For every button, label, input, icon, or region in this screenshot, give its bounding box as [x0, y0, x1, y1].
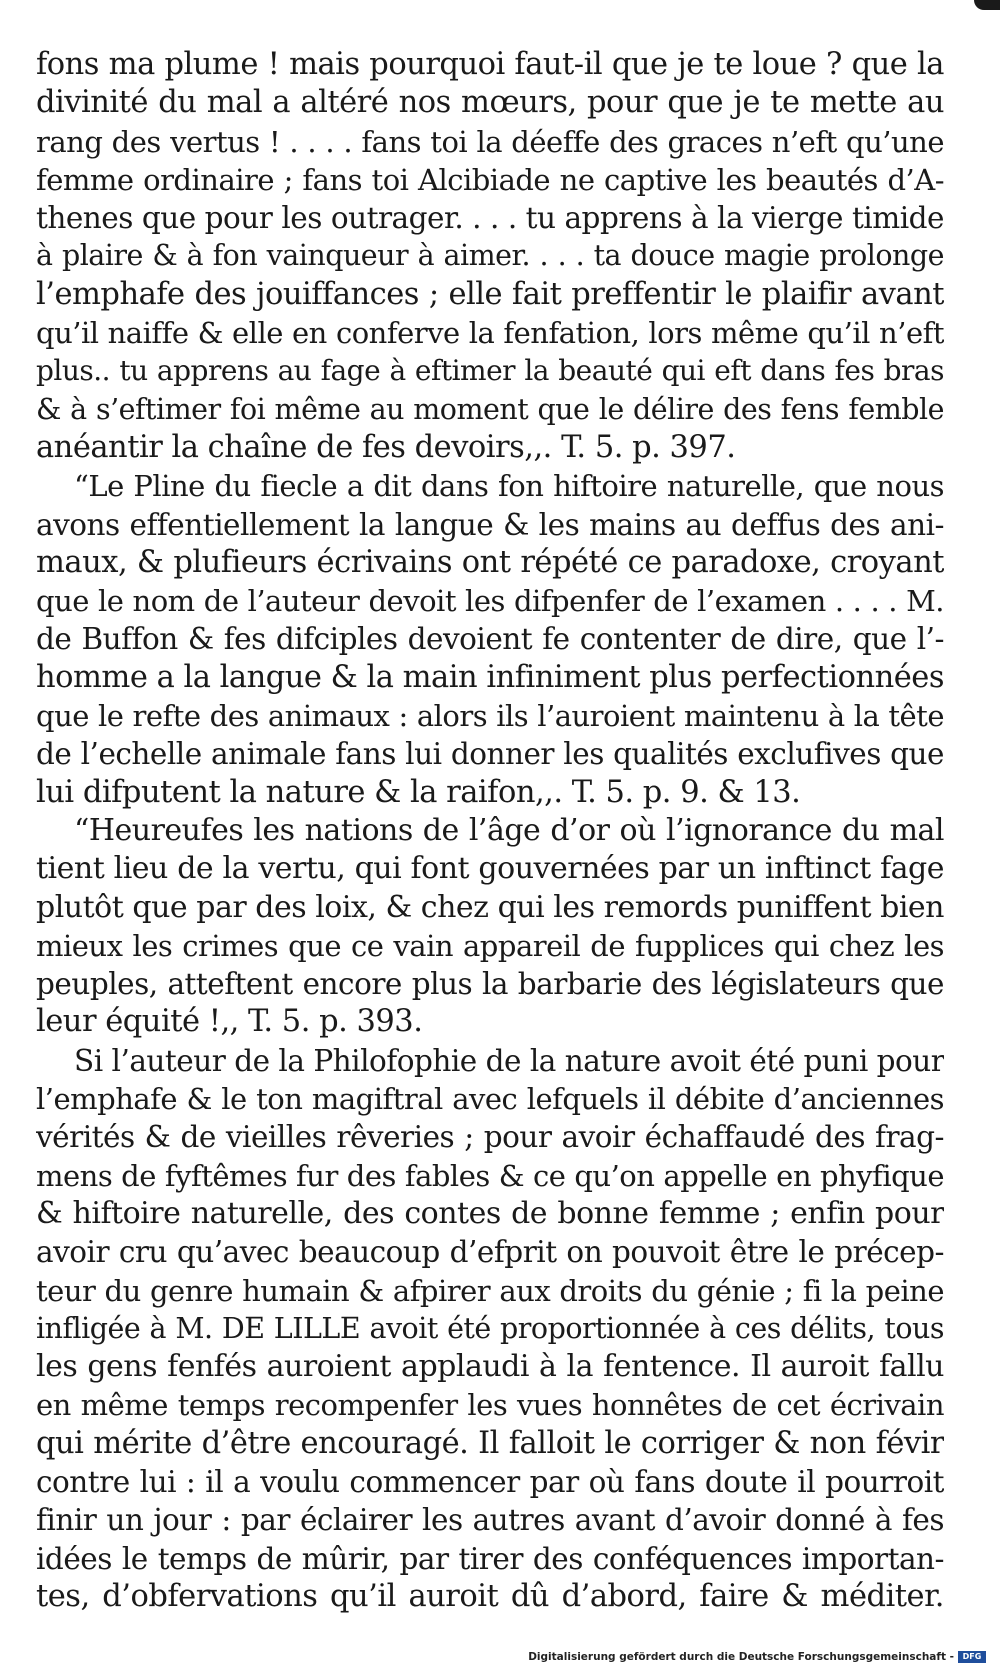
- text-line: idées le temps de mûrir, par tirer des conféquences importan-: [36, 1541, 944, 1576]
- text-line: thenes que pour les outrager. . . . tu apprens à la vierge timide: [36, 201, 944, 236]
- text-line: à plaire & à fon vainqueur à aimer. . . . ta douce magie prolonge: [36, 239, 944, 273]
- text-line: & à s’eftimer foi même au moment que le délire des fens femble: [36, 392, 944, 426]
- text-line: finir un jour : par éclairer les autres avant d’avoir donné à fes: [36, 1503, 944, 1538]
- digitization-credit: Digitalisierung gefördert durch die Deutsche Forschungsgemeinschaft -: [528, 1651, 954, 1663]
- text-line: “Le Pline du fiecle a dit dans fon hiftoire naturelle, que nous: [74, 469, 944, 504]
- text-line: tes, d’obfervations qu’il auroit dû d’abord, faire & méditer.: [36, 1578, 944, 1614]
- text-line: tient lieu de la vertu, qui font gouvernées par un inftinct fage: [36, 851, 944, 887]
- text-line: mens de fyftêmes fur des fables & ce qu’on appelle en phyfique: [36, 1158, 944, 1193]
- text-line: Si l’auteur de la Philofophie de la nature avoit été puni pour: [74, 1043, 944, 1078]
- text-line: de l’echelle animale fans lui donner les qualités exclufives que: [36, 737, 944, 772]
- text-line: divinité du mal a altéré nos mœurs, pour que je te mette au: [36, 85, 944, 121]
- text-line: vérités & de vieilles rêveries ; pour avoir échaffaudé des frag-: [36, 1120, 944, 1155]
- text-line: l’emphafe des jouiffances ; elle fait preffentir le plaifir avant: [36, 276, 944, 312]
- text-line: en même temps recompenfer les vues honnêtes de cet écrivain: [36, 1388, 944, 1423]
- text-line: de Buffon & fes difciples devoient fe contenter de dire, que l’-: [36, 622, 944, 657]
- text-line: avons effentiellement la langue & les mains au deffus des ani-: [36, 507, 944, 542]
- text-line: rang des vertus ! . . . . fans toi la déeffe des graces n’eft qu’une: [36, 124, 944, 159]
- text-line: avoir cru qu’avec beaucoup d’efprit on pouvoit être le précep-: [36, 1235, 944, 1270]
- text-line: que le refte des animaux : alors ils l’auroient maintenu à la tête: [36, 699, 944, 734]
- text-line: mieux les crimes que ce vain appareil de fupplices qui chez les: [36, 928, 944, 963]
- dfg-logo: DFG: [958, 1651, 986, 1663]
- text-line: homme a la langue & la main infiniment plus perfectionnées: [36, 659, 944, 695]
- text-line: plus.. tu apprens au fage à eftimer la beauté qui eft dans fes bras: [36, 354, 944, 388]
- page-text: [36, 46, 944, 1616]
- text-line: lui difputent la nature & la raifon,,. T. 5. p. 9. & 13.: [36, 774, 801, 810]
- text-line: “Heureufes les nations de l’âge d’or où l’ignorance du mal: [74, 812, 944, 848]
- text-line: qu’il naiffe & elle en conferve la fenfation, lors même qu’il n’eft: [36, 316, 944, 351]
- text-line: anéantir la chaîne de fes devoirs,,. T. 5. p. 397.: [36, 429, 736, 465]
- text-line: plutôt que par des loix, & chez qui les remords puniffent bien: [36, 889, 944, 925]
- text-line: contre lui : il a voulu commencer par où fans doute il pourroit: [36, 1464, 944, 1499]
- text-line: femme ordinaire ; fans toi Alcibiade ne captive les beautés d’A-: [36, 162, 944, 197]
- page-corner-mark: [974, 0, 1000, 10]
- text-line: teur du genre humain & afpirer aux droits du génie ; fi la peine: [36, 1273, 944, 1308]
- text-line: fons ma plume ! mais pourquoi faut-il que je te loue ? que la: [36, 47, 944, 82]
- text-line: qui mérite d’être encouragé. Il falloit le corriger & non févir: [36, 1425, 944, 1461]
- text-line: les gens fenfés auroient applaudi à la fentence. Il auroit fallu: [36, 1349, 944, 1385]
- text-line: l’emphafe & le ton magiftral avec lefquels il débite d’anciennes: [36, 1082, 944, 1117]
- text-line: & hiftoire naturelle, des contes de bonne femme ; enfin pour: [36, 1195, 944, 1231]
- text-line: maux, & plufieurs écrivains ont répété ce paradoxe, croyant: [36, 544, 944, 580]
- text-line: peuples, atteftent encore plus la barbarie des législateurs que: [36, 967, 944, 1002]
- text-line: que le nom de l’auteur devoit les difpenfer de l’examen . . . . M.: [36, 584, 944, 619]
- text-line: infligée à M. DE LILLE avoit été proportionnée à ces délits, tous: [36, 1311, 944, 1345]
- text-line: leur équité !,, T. 5. p. 393.: [36, 1004, 423, 1040]
